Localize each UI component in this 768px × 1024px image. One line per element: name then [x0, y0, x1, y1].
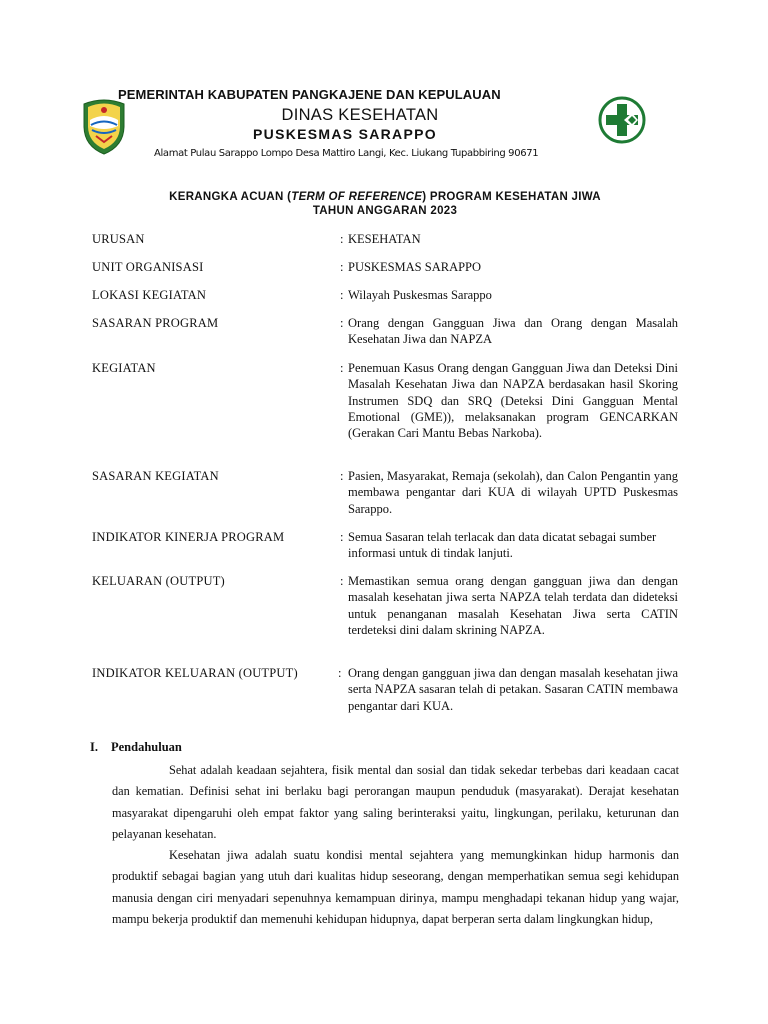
document-title	[90, 190, 680, 218]
paragraph-1	[112, 760, 679, 845]
section-heading	[90, 740, 182, 755]
paragraph-2	[112, 845, 679, 930]
section-number: I.	[90, 740, 98, 754]
row-value: Orang dengan gangguan jiwa dan dengan masalah kesehatan jiwa serta NAPZA sasaran telah di petakan. Sasaran CATIN membawa pengantar dari KUA.	[348, 666, 678, 713]
title-suffix: ) PROGRAM KESEHATAN JIWA	[422, 191, 601, 203]
row-colon: :	[338, 666, 342, 680]
row-colon: :	[340, 469, 344, 483]
paragraph-1-text: Sehat adalah keadaan sejahtera, fisik mental dan sosial dan tidak sekedar terbebas dari keadaan cacat dan kematian. Definisi sehat ini berlaku bagi perorangan maupun penduduk (masyarakat). Derajat kesehatan masyarakat dipengaruhi oleh empat faktor yang saling berinteraksi yaitu, lingkungan, perilaku, keturunan dan pelayanan kesehatan.	[112, 763, 679, 841]
letterhead-department: DINAS KESEHATAN	[281, 106, 439, 124]
row-value: Semua Sasaran telah terlacak dan data dicatat sebagai sumber informasi untuk di tindak lanjuti.	[348, 530, 657, 561]
paragraph-2-text: Kesehatan jiwa adalah suatu kondisi mental sejahtera yang memungkinkan hidup harmonis dan produktif sebagai bagian yang utuh dari kualitas hidup seseorang, dengan memperhatikan semua segi kehidupan manusia dengan ciri menyadari sepenuhnya kemampuan dirinya, mampu menghadapi tekanan hidup yang wajar, mampu bekerja produktif dan memenuhi kehidupan hidupnya, dapat berperan serta dalam lingkungkan hidup,	[112, 848, 679, 926]
row-value: Pasien, Masyarakat, Remaja (sekolah), dan Calon Pengantin yang membawa pengantar dari KUA di wilayah UPTD Puskesmas Sarappo.	[348, 469, 678, 516]
row-value: PUSKESMAS SARAPPO	[348, 260, 482, 274]
row-value: Wilayah Puskesmas Sarappo	[348, 288, 492, 302]
row-label: INDIKATOR KINERJA PROGRAM	[92, 530, 285, 544]
letterhead-puskesmas: PUSKESMAS SARAPPO	[253, 126, 437, 142]
row-colon: :	[340, 232, 344, 246]
row-label: URUSAN	[92, 232, 145, 246]
row-label: UNIT ORGANISASI	[92, 260, 204, 274]
row-colon: :	[340, 574, 344, 588]
row-label: KELUARAN (OUTPUT)	[92, 574, 225, 588]
row-value: Penemuan Kasus Orang dengan Gangguan Jiwa dan Deteksi Dini Masalah Kesehatan Jiwa dan NAPZA berdasakan hasil Skoring Instrumen SDQ dan SRQ (Deteksi Dini Gangguan Mental Emotional (GME)), melaksanakan program GENCARKAN (Gerakan Cari Mantu Bebas Narkoba).	[348, 361, 678, 441]
puskesmas-cross-icon	[598, 96, 646, 144]
title-year: TAHUN ANGGARAN 2023	[312, 205, 458, 217]
row-label: INDIKATOR KELUARAN (OUTPUT)	[92, 666, 298, 680]
row-label: LOKASI KEGIATAN	[92, 288, 207, 302]
title-prefix: KERANGKA ACUAN (	[169, 191, 292, 203]
section-title: Pendahuluan	[111, 740, 182, 754]
row-value: Memastikan semua orang dengan gangguan jiwa dan dengan masalah kesehatan jiwa serta NAPZA telah terdata dan dideteksi untuk penanganan masalah Kesehatan Jiwa serta CATIN terdeteksi dini dalam skrining NAPZA.	[348, 574, 678, 637]
row-label: SASARAN PROGRAM	[92, 316, 219, 330]
row-value: Orang dengan Gangguan Jiwa dan Orang dengan Masalah Kesehatan Jiwa dan NAPZA	[348, 316, 678, 347]
row-colon: :	[340, 316, 344, 330]
row-colon: :	[340, 288, 344, 302]
row-label: KEGIATAN	[92, 361, 156, 375]
title-italic: TERM OF REFERENCE	[291, 191, 423, 203]
row-colon: :	[340, 530, 344, 544]
letterhead-government: PEMERINTAH KABUPATEN PANGKAJENE DAN KEPULAUAN	[118, 87, 501, 102]
letterhead-address: Alamat Pulau Sarappo Lompo Desa Mattiro Langi, Kec. Liukang Tupabbiring 90671	[154, 148, 539, 159]
row-label: SASARAN KEGIATAN	[92, 469, 219, 483]
row-colon: :	[340, 260, 344, 274]
row-colon: :	[340, 361, 344, 375]
row-value: KESEHATAN	[348, 232, 421, 246]
